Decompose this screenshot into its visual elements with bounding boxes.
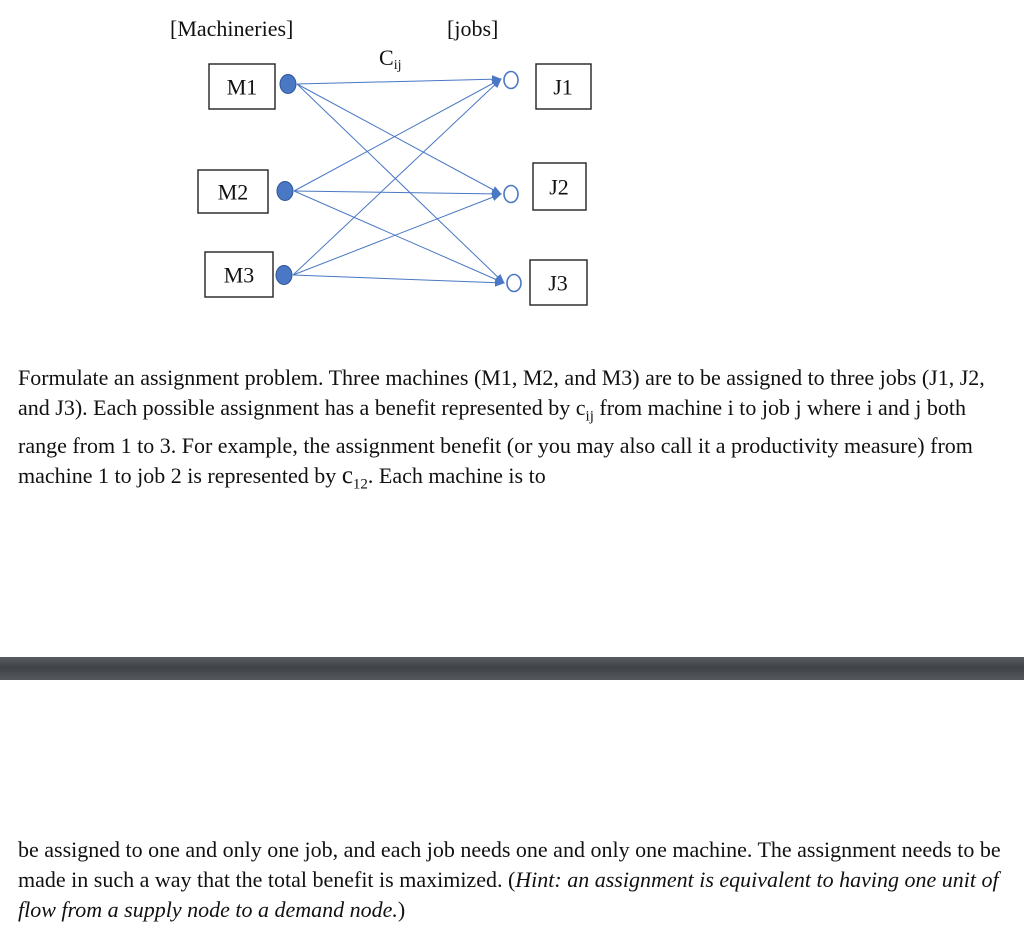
demand-node-j3 (507, 275, 521, 292)
supply-node-m3 (276, 266, 292, 285)
cost-label-sub: ij (393, 58, 402, 73)
edge-group (293, 79, 504, 283)
page-separator-bar (0, 657, 1024, 680)
statement-part-2: from machine i to job j where i and j both range from 1 to 3. For example, the assignment benefit (or you may also call it a productivity measure) from machine 1 to job 2 is represented by (18, 395, 973, 489)
supply-node-m1 (280, 75, 296, 94)
job-j3 (530, 260, 587, 305)
supply-node-m2 (277, 182, 293, 201)
machine-m1 (209, 64, 275, 109)
edge-m2-j2 (294, 191, 501, 194)
cost-label-base: C (379, 45, 394, 70)
job-j2 (533, 163, 586, 210)
statement-part-1: Formulate an assignment problem. Three machines (M1, M2, and M3) are to be assigned to three jobs (J1, J2, and J3). Each possible assignment has a benefit represented by c (18, 365, 985, 420)
edge-m3-j3 (293, 275, 504, 283)
closing-paren: ) (397, 897, 406, 922)
edge-m1-j3 (297, 84, 504, 283)
job-label-j2: J2 (549, 174, 569, 200)
machine-m2 (198, 170, 268, 213)
statement-subscript-12: 12 (352, 476, 368, 493)
statement-subscript-ij: ij (585, 408, 594, 425)
continuation-text: be assigned to one and only one job, and each job needs one and only one machine. The assignment needs to be made in such a way that the total benefit is maximized. ( (18, 837, 1001, 892)
demand-node-j2 (504, 186, 518, 203)
problem-continuation-paragraph (18, 835, 1008, 925)
problem-statement-paragraph (18, 363, 1008, 500)
jobs-heading: [jobs] (447, 16, 499, 41)
edge-m3-j2 (293, 194, 501, 275)
statement-part-3: . Each machine is to (367, 463, 546, 489)
edge-m1-j2 (297, 84, 501, 194)
machines-heading: [Machineries] (170, 16, 294, 41)
cost-label (379, 45, 401, 73)
job-label-j3: J3 (548, 270, 568, 296)
job-j1 (536, 64, 591, 109)
edge-m2-j1 (294, 79, 501, 191)
hint-text: Hint: an assignment is equivalent to having one unit of flow from a supply node to a demand node. (18, 867, 999, 922)
machine-m3 (205, 252, 273, 297)
job-label-j1: J1 (553, 74, 573, 100)
machine-label-m2: M2 (217, 179, 249, 205)
machine-label-m1: M1 (226, 74, 258, 100)
assignment-network-diagram (0, 0, 1024, 340)
demand-node-j1 (504, 72, 518, 89)
statement-c12-letter: c (341, 462, 353, 490)
edge-m1-j1 (297, 79, 501, 84)
machine-label-m3: M3 (223, 262, 255, 288)
